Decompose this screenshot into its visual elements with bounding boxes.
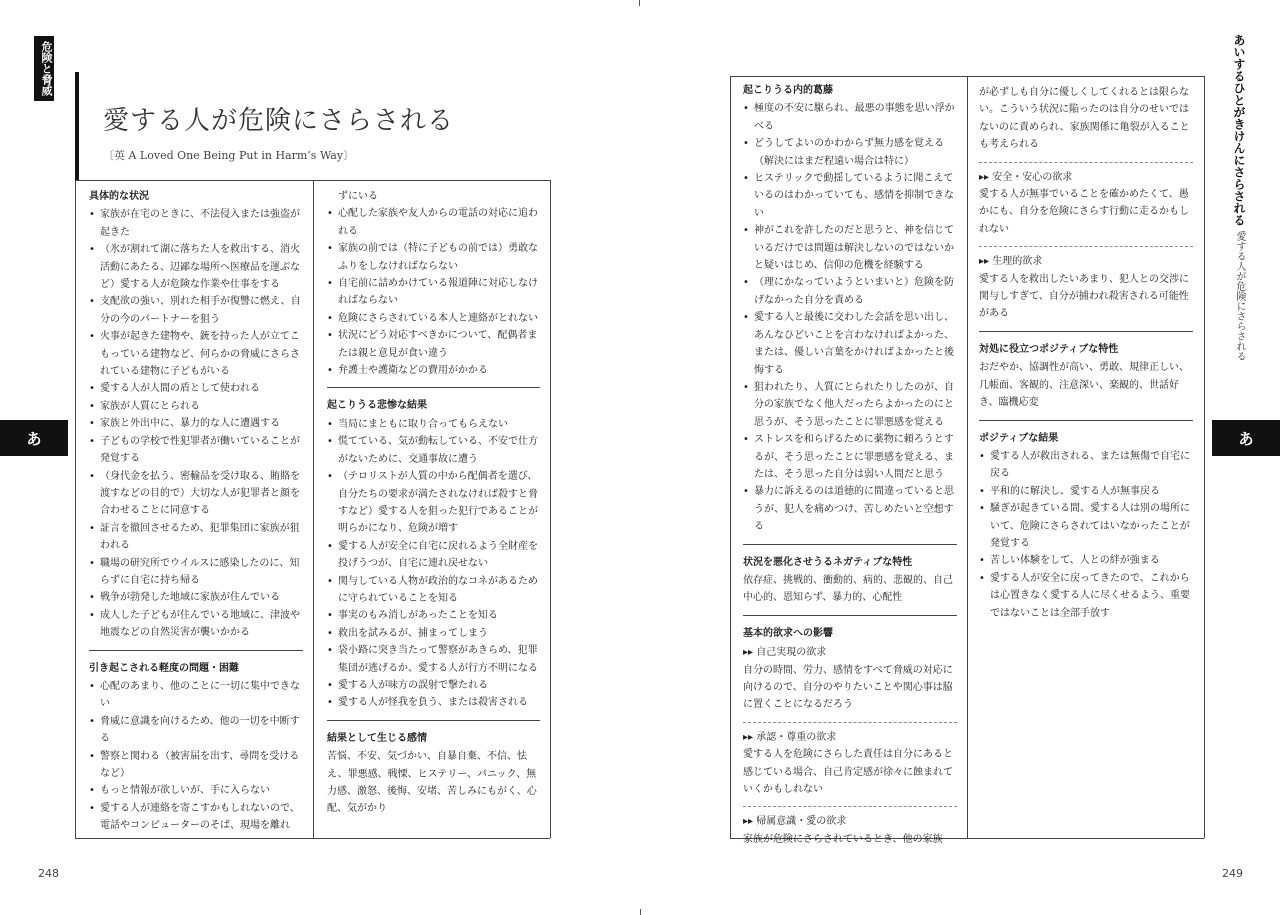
- bullet-icon: •: [89, 435, 95, 447]
- section-divider: [327, 387, 540, 388]
- section-heading: 起こりうる悲惨な結果: [327, 400, 427, 412]
- list-item-text: 平和的に解決し、愛する人が無事戻る: [990, 485, 1160, 497]
- list-item: [89, 206, 303, 241]
- bullet-icon: •: [327, 627, 333, 639]
- list-item: [89, 589, 303, 606]
- right-page: [640, 0, 1280, 915]
- section-heading: 状況を悪化させうるネガティブな特性: [743, 556, 913, 568]
- list-item-text: ずにいる: [338, 191, 378, 202]
- list-item: [327, 625, 540, 642]
- list-item: [89, 468, 303, 520]
- list-item: [89, 328, 303, 380]
- list-item-text: 狙われたり、人質にとられたりしたのが、自分の家族でなく他人だったらよかったのにと思うが、そう思ったことに罪悪感を覚える: [754, 381, 954, 428]
- list-item-text: 脅威に意識を向けるため、他の一切を中断する: [100, 715, 300, 745]
- bullet-icon: •: [743, 486, 749, 498]
- list-item-text: 愛する人が人間の盾として使われる: [100, 383, 260, 395]
- page-number-left: 248: [38, 867, 59, 880]
- section: [743, 625, 957, 848]
- list-item-text: 愛する人が安全に自宅に戻れるよう全財産を投げうつが、自宅に連れ戻せない: [338, 540, 538, 570]
- bullet-icon: •: [89, 785, 95, 797]
- subsection-heading: ▸▸ 安全・安心の欲求: [979, 171, 1073, 183]
- list-item-text: 警察と関わる（被害届を出す、尋問を受けるなど）: [100, 750, 300, 779]
- running-header-reading: あいするひとがきけんにさらされる: [1232, 34, 1246, 226]
- list-item: [327, 573, 540, 608]
- bullet-icon: •: [327, 540, 333, 552]
- section-divider: [979, 331, 1193, 332]
- list-item-text: 火事が起きた建物や、銃を持った人が立てこもっている建物など、何らかの脅威にさらされている建物に子どもがいる: [100, 331, 300, 378]
- list-item: [89, 678, 303, 713]
- section-divider: [327, 720, 540, 721]
- bullet-icon: •: [743, 277, 749, 289]
- section-divider: [979, 420, 1193, 421]
- bullet-icon: •: [327, 330, 333, 342]
- list-item-text: 愛する人が安全に戻ってきたので、これからは心置きなく愛する人に尽くせるよう、重要ではないことは全部手放す: [990, 572, 1190, 619]
- list-item: [327, 677, 540, 694]
- list-item: [89, 241, 303, 293]
- list-item-text: 騒ぎが起きている間、愛する人は別の場所にいて、危険にさらされてはいなかったことが発覚する: [990, 503, 1190, 549]
- list-item-text: 子どもの学校で性犯罪者が働いていることが発覚する: [100, 435, 300, 465]
- column-divider: [967, 76, 968, 838]
- section: [327, 397, 540, 711]
- list-item-text: ストレスを和らげるために薬物に頼ろうとするが、そう思ったことに罪悪感を覚える、または、そう思った自分は弱い人間だと思う: [754, 434, 954, 480]
- bullet-icon: •: [89, 470, 95, 482]
- bullet-icon: •: [89, 418, 95, 430]
- list-item: [89, 520, 303, 555]
- list-item: [89, 800, 303, 835]
- bullet-icon: •: [327, 679, 333, 691]
- bullet-icon: •: [327, 278, 333, 290]
- subsection: [979, 84, 1193, 154]
- table-right-border: [550, 180, 551, 838]
- list-item-text: 証言を撤回させるため、犯罪集団に家族が狙われる: [100, 522, 300, 552]
- list-item-text: （氷が割れて湖に落ちた人を救出する、消火活動にあたる、辺鄙な場所へ医療品を運ぶなど）愛する人が危険な作業や仕事をする: [100, 244, 300, 291]
- page-number-right: 249: [1222, 867, 1243, 880]
- list-item-text: 苦しい体験をして、人との絆が強まる: [990, 555, 1160, 567]
- list-item-text: 愛する人が救出される、または無傷で自宅に戻る: [990, 450, 1190, 480]
- running-header: [1230, 34, 1249, 361]
- bullet-icon: •: [89, 244, 95, 256]
- bullet-icon: •: [743, 138, 749, 150]
- column-divider: [313, 180, 314, 838]
- subsection-divider: [979, 162, 1193, 163]
- list-item: [327, 362, 540, 379]
- list-item: [743, 483, 957, 535]
- bullet-icon: •: [327, 471, 333, 483]
- section: [89, 188, 303, 642]
- section-text: おだやか、協調性が高い、勇敢、規律正しい、几帳面、客観的、注意深い、楽観的、世話好き、臨機応変: [979, 362, 1189, 409]
- bullet-icon: •: [89, 715, 95, 727]
- list-item-text: （身代金を払う、密輸品を受け取る、賄賂を渡すなどの目的で）大切な人が犯罪者と顔を合わせることに同意する: [100, 470, 300, 517]
- list-item-text: もっと情報が欲しいが、手に入らない: [100, 785, 270, 797]
- page-subtitle: 〔英 A Loved One Being Put in Harm’s Way〕: [103, 149, 355, 162]
- subsection-text: 自分の時間、労力、感情をすべて脅威の対応に向けるので、自分のやりたいことや関心事は脇に置くことになるだろう: [743, 664, 953, 711]
- table-left-border: [730, 76, 731, 838]
- list-item: [979, 500, 1193, 552]
- list-item: [743, 170, 957, 222]
- bullet-icon: •: [327, 610, 333, 622]
- list-item: [979, 448, 1193, 483]
- bullet-icon: •: [89, 680, 95, 692]
- index-tab: あ: [0, 420, 68, 456]
- list-item: [743, 431, 957, 483]
- list-item-text: 状況にどう対応すべきかについて、配偶者または親と意見が食い違う: [338, 330, 538, 359]
- list-item-text: 心配のあまり、他のことに一切に集中できない: [100, 680, 300, 710]
- subsection-divider: [979, 246, 1193, 247]
- section-text: 苦悩、不安、気づかい、自暴自棄、不信、怯え、罪悪感、戦慄、ヒステリー、パニック、無力感、激怒、後悔、安堵、苦しみにもがく、心配、気がかり: [327, 751, 537, 815]
- subsection-heading: ▸▸ 自己実現の欲求: [743, 647, 827, 659]
- section: [979, 341, 1193, 412]
- list-item: [89, 380, 303, 397]
- list-item-text: 職場の研究所でウイルスに感染したのに、知らずに自宅に持ち帰る: [100, 557, 300, 586]
- list-item-text: 支配欲の強い、別れた相手が復讐に燃え、自分の今のパートナーを狙う: [100, 296, 301, 325]
- subsection-heading: ▸▸ 承認・尊重の欲求: [743, 731, 837, 743]
- bullet-icon: •: [89, 750, 95, 762]
- subsection: [979, 253, 1193, 323]
- list-item: [979, 570, 1193, 622]
- list-item-text: 家族が在宅のときに、不法侵入または強盗が起きた: [100, 209, 300, 238]
- list-item-text: 愛する人が連絡を寄こすかもしれないので、電話やコンピューターのそば、現場を離れ: [100, 802, 300, 832]
- subsection-divider: [743, 806, 957, 807]
- list-item: [327, 188, 540, 205]
- list-item: [743, 100, 957, 135]
- bullet-icon: •: [327, 418, 333, 430]
- bullet-icon: •: [89, 400, 95, 412]
- bullet-icon: •: [89, 209, 95, 221]
- list-item: [327, 205, 540, 240]
- bullet-icon: •: [743, 173, 749, 185]
- list-item-text: 成人した子どもが住んでいる地域に、津波や地震などの自然災害が襲いかかる: [100, 609, 300, 639]
- list-item-text: 愛する人と最後に交わした会話を思い出し、あんなひどいことを言わなければよかった、または、優しい言葉をかければよかったと後悔する: [754, 312, 954, 376]
- section: [743, 82, 957, 536]
- left-column-2: [327, 188, 540, 826]
- list-item-text: 救出を試みるが、捕まってしまう: [338, 627, 488, 639]
- list-item-text: 事実のもみ消しがあったことを知る: [338, 610, 498, 622]
- list-item-text: 危険にさらされている本人と連絡がとれない: [338, 312, 538, 324]
- list-item-text: 関与している人物が政治的なコネがあるために守られていることを知る: [338, 575, 538, 604]
- list-item: [327, 607, 540, 624]
- index-tab: あ: [1212, 420, 1280, 456]
- right-column-2: [979, 82, 1193, 630]
- bullet-icon: •: [743, 103, 749, 115]
- list-item-text: どうしてよいのかわからず無力感を覚える（解決にはまだ程遠い場合は特に）: [754, 138, 944, 167]
- section-heading: 結果として生じる感情: [327, 732, 427, 744]
- list-item: [327, 275, 540, 310]
- section: [89, 660, 303, 835]
- subsection-divider: [743, 722, 957, 723]
- list-item-text: ヒステリックで動揺しているように聞こえているのはわかっていても、感情を抑制できない: [754, 173, 954, 219]
- running-header-title: 愛する人が危険にさらされる: [1234, 231, 1245, 362]
- section: [979, 84, 1193, 323]
- bullet-icon: •: [89, 296, 95, 308]
- bullet-icon: •: [327, 645, 333, 657]
- crop-mark: [640, 909, 641, 915]
- list-item: [89, 748, 303, 783]
- list-item: [327, 433, 540, 468]
- list-item-text: 弁護士や護衛などの費用がかかる: [338, 365, 488, 377]
- bullet-icon: •: [327, 575, 333, 587]
- list-item-text: 家族が人質にとられる: [100, 400, 200, 412]
- list-item-text: 当局にまともに取り合ってもらえない: [338, 418, 508, 430]
- title-block: [75, 72, 550, 180]
- bullet-icon: [327, 188, 338, 205]
- list-item-text: 戦争が勃発した地域に家族が住んでいる: [100, 592, 280, 604]
- bullet-icon: •: [743, 225, 749, 237]
- list-item: [327, 538, 540, 573]
- list-item: [89, 415, 303, 432]
- right-column-1: [743, 82, 957, 856]
- list-item: [743, 379, 957, 431]
- list-item-text: 家族と外出中に、暴力的な人に遭遇する: [100, 418, 280, 430]
- list-item: [327, 327, 540, 362]
- list-item-text: 慌てている、気が動転している、不安で仕方がないために、交通事故に遭う: [338, 436, 538, 465]
- list-item-text: 極度の不安に駆られ、最悪の事態を思い浮かべる: [754, 103, 955, 132]
- bullet-icon: •: [743, 381, 749, 393]
- section-text: 依存症、挑戦的、衝動的、病的、悲観的、自己中心的、恩知らず、暴力的、心配性: [743, 574, 953, 604]
- bullet-icon: •: [743, 312, 749, 324]
- subsection: [743, 813, 957, 848]
- left-column-1: [89, 188, 303, 843]
- list-item: [89, 607, 303, 642]
- list-item: [327, 240, 540, 275]
- list-item-text: 袋小路に突き当たって警察があきらめ、犯罪集団が逃げるか、愛する人が行方不明になる: [338, 645, 538, 674]
- list-item: [979, 483, 1193, 500]
- bullet-icon: •: [327, 365, 333, 377]
- subsection-text: 愛する人を救出したいあまり、犯人との交渉に関与しすぎて、自分が捕われ殺害される可能性がある: [979, 273, 1189, 320]
- bullet-icon: •: [327, 243, 333, 255]
- subsection: [743, 729, 957, 799]
- bullet-icon: •: [89, 557, 95, 569]
- list-item: [89, 713, 303, 748]
- list-item: [979, 552, 1193, 569]
- subsection-heading: ▸▸ 生理的欲求: [979, 256, 1043, 268]
- list-item-text: （理にかなっていようといまいと）危険を防げなかった自分を責める: [754, 277, 954, 306]
- subsection-text: が必ずしも自分に優しくしてくれるとは限らない。こういう状況に陥ったのは自分のせいではないのに責められ、家族関係に亀裂が入ることも考えられる: [979, 87, 1190, 151]
- subsection-text: 愛する人が無事でいることを確かめたくて、愚かにも、自分を危険にさらす行動に走るかもしれない: [979, 189, 1189, 235]
- bullet-icon: •: [979, 450, 985, 462]
- section: [327, 730, 540, 818]
- subsection-text: 愛する人を危険にさらした責任は自分にあると感じている場合、自己肯定感が徐々に蝕まれていくかもしれない: [743, 749, 953, 796]
- subsection: [979, 169, 1193, 239]
- list-item-text: 愛する人が怪我を負う、または殺害される: [338, 697, 528, 709]
- section-divider: [743, 544, 957, 545]
- list-item: [89, 293, 303, 328]
- bullet-icon: •: [327, 312, 333, 324]
- subsection-text: 家族が危険にさらされているとき、他の家族: [743, 833, 943, 845]
- subsection-heading: ▸▸ 帰属意識・愛の欲求: [743, 816, 847, 828]
- list-item: [89, 782, 303, 799]
- section-heading: ポジティブな結果: [979, 432, 1059, 444]
- list-item: [743, 309, 957, 379]
- bullet-icon: •: [89, 383, 95, 395]
- list-item: [89, 555, 303, 590]
- section-heading: 引き起こされる軽度の問題・困難: [89, 662, 239, 674]
- section-heading: 対処に役立つポジティブな特性: [979, 343, 1119, 355]
- list-item: [327, 642, 540, 677]
- list-item: [327, 694, 540, 711]
- bullet-icon: •: [89, 609, 95, 621]
- list-item-text: 愛する人が味方の誤射で撃たれる: [338, 679, 488, 691]
- bullet-icon: •: [89, 522, 95, 534]
- list-item: [327, 310, 540, 327]
- bullet-icon: •: [327, 697, 333, 709]
- bullet-icon: •: [979, 572, 985, 584]
- list-item-text: 自宅前に詰めかけている報道陣に対応しなければならない: [338, 278, 538, 307]
- list-item: [743, 135, 957, 170]
- bullet-icon: •: [979, 555, 985, 567]
- list-item-text: 神がこれを許したのだと思うと、神を信じているだけでは問題は解決しないのではないかと疑いはじめ、信仰の危機を経験する: [754, 225, 954, 272]
- list-item: [743, 222, 957, 274]
- list-item-text: 心配した家族や友人からの電話の対応に追われる: [338, 208, 538, 237]
- section-divider: [89, 650, 303, 651]
- list-item-text: 暴力に訴えるのは道徳的に間違っていると思うが、犯人を痛めつけ、苦しめたいと空想する: [754, 486, 954, 533]
- section: [743, 554, 957, 607]
- list-item: [89, 398, 303, 415]
- bullet-icon: •: [743, 434, 749, 446]
- bullet-icon: •: [979, 485, 985, 497]
- list-item-text: （テロリストが人質の中から配偶者を選び、自分たちの要求が満たされなければ殺すと脅すなど）愛する人を狙った犯行であることが明らかになり、危険が増す: [338, 471, 538, 535]
- bullet-icon: •: [89, 331, 95, 343]
- bullet-icon: •: [89, 592, 95, 604]
- section-divider: [743, 615, 957, 616]
- bullet-icon: •: [327, 436, 333, 448]
- bullet-icon: •: [89, 802, 95, 814]
- list-item: [743, 274, 957, 309]
- section: [327, 188, 540, 379]
- bullet-icon: •: [979, 503, 985, 515]
- table-left-border: [75, 180, 76, 838]
- page-title: 愛する人が危険にさらされる: [103, 106, 455, 136]
- side-section-tab: 危険と脅威: [34, 36, 54, 101]
- section-heading: 起こりうる内的葛藤: [743, 85, 833, 96]
- list-item: [327, 416, 540, 433]
- section-heading: 具体的な状況: [89, 191, 149, 202]
- section: [979, 430, 1193, 622]
- list-item: [89, 433, 303, 468]
- list-item: [327, 468, 540, 538]
- bullet-icon: •: [327, 208, 333, 220]
- section-heading: 基本的欲求への影響: [743, 627, 833, 639]
- table-right-border: [1204, 76, 1205, 838]
- subsection: [743, 644, 957, 714]
- list-item-text: 家族の前では（特に子どもの前では）勇敢なふりをしなければならない: [338, 243, 538, 272]
